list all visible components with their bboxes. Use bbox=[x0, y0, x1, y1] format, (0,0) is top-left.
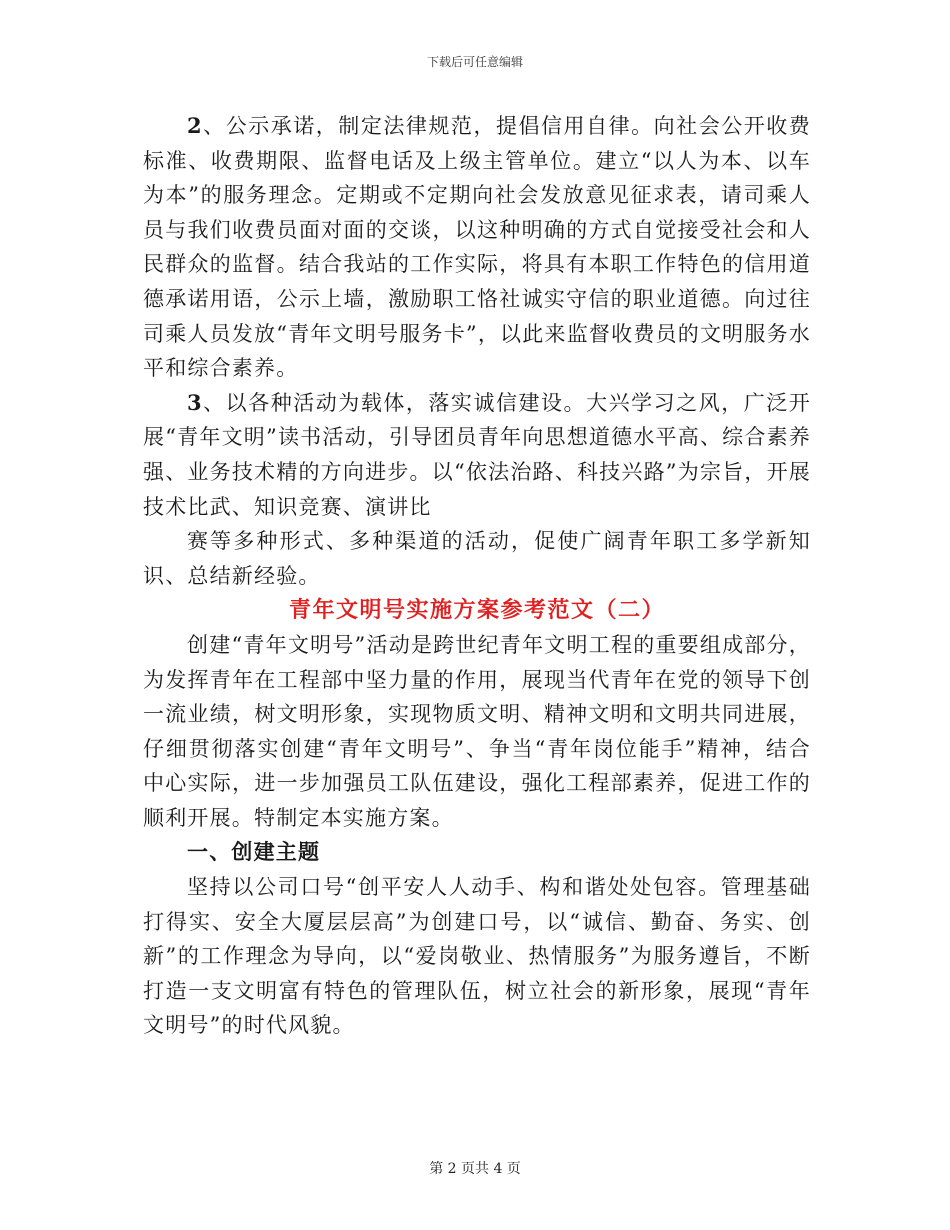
item-number-2: 2 bbox=[187, 113, 203, 138]
paragraph-3 bbox=[143, 386, 811, 524]
paragraph-2 bbox=[143, 109, 811, 386]
item-number-3: 3 bbox=[187, 389, 203, 415]
intro-paragraph: 创建“青年文明号”活动是跨世纪青年文明工程的重要组成部分，为发挥青年在工程部中坚力量的作用，展现当代青年在党的领导下创一流业绩，树文明形象，实现物质文明、精神文明和文明共同进展，仔细贯彻落实创建“青年文明号”、争当“青年岗位能手”精神，结合中心实际，进一步加强员工队伍建设，强化工程部素养，促进工作的顺利开展。特制定本实施方案。 bbox=[143, 632, 811, 830]
theme-paragraph: 坚持以公司口号“创平安人人动手、构和谐处处包容。管理基础打得实、安全大厦层层高”为创建口号，以“诚信、勤奋、务实、创新”的工作理念为导向，以“爱岗敬业、热情服务”为服务遵旨，不断打造一支文明富有特色的管理队伍，树立社会的新形象，展现“青年文明号”的时代风貌。 bbox=[143, 875, 811, 1038]
subsection-title: 一、创建主题 bbox=[187, 839, 321, 865]
paragraph-3-continued: 赛等多种形式、多种渠道的活动，促使广阔青年职工多学新知识、总结新经验。 bbox=[143, 529, 811, 588]
header-note: 下载后可任意编辑 bbox=[426, 55, 523, 69]
paragraph-2-text: 、公示承诺，制定法律规范，提倡信用自律。向社会公开收费标准、收费期限、监督电话及上级主管单位。建立“以人为本、以车为本”的服务理念。定期或不定期向社会发放意见征求表，请司乘人员与我们收费员面对面的交谈，以这种明确的方式自觉接受社会和人民群众的监督。结合我站的工作实际，将具有本职工作特色的信用道德承诺用语，公示上墙，激励职工恪社诚实守信的职业道德。向过往司乘人员发放“青年文明号服务卡”，以此来监督收费员的文明服务水平和综合素养。 bbox=[143, 114, 811, 381]
page-number: 第 2 页共 4 页 bbox=[429, 1161, 521, 1177]
section-heading: 青年文明号实施方案参考范文（二） bbox=[288, 597, 665, 624]
document-body bbox=[143, 109, 811, 1043]
paragraph-3-text: 、以各种活动为载体，落实诚信建设。大兴学习之风，广泛开展“青年文明”读书活动，引导团员青年向思想道德水平高、综合素养强、业务技术精的方向进步。以“依法治路、科技兴路”为宗旨，开展技术比武、知识竞赛、演讲比 bbox=[143, 390, 811, 519]
